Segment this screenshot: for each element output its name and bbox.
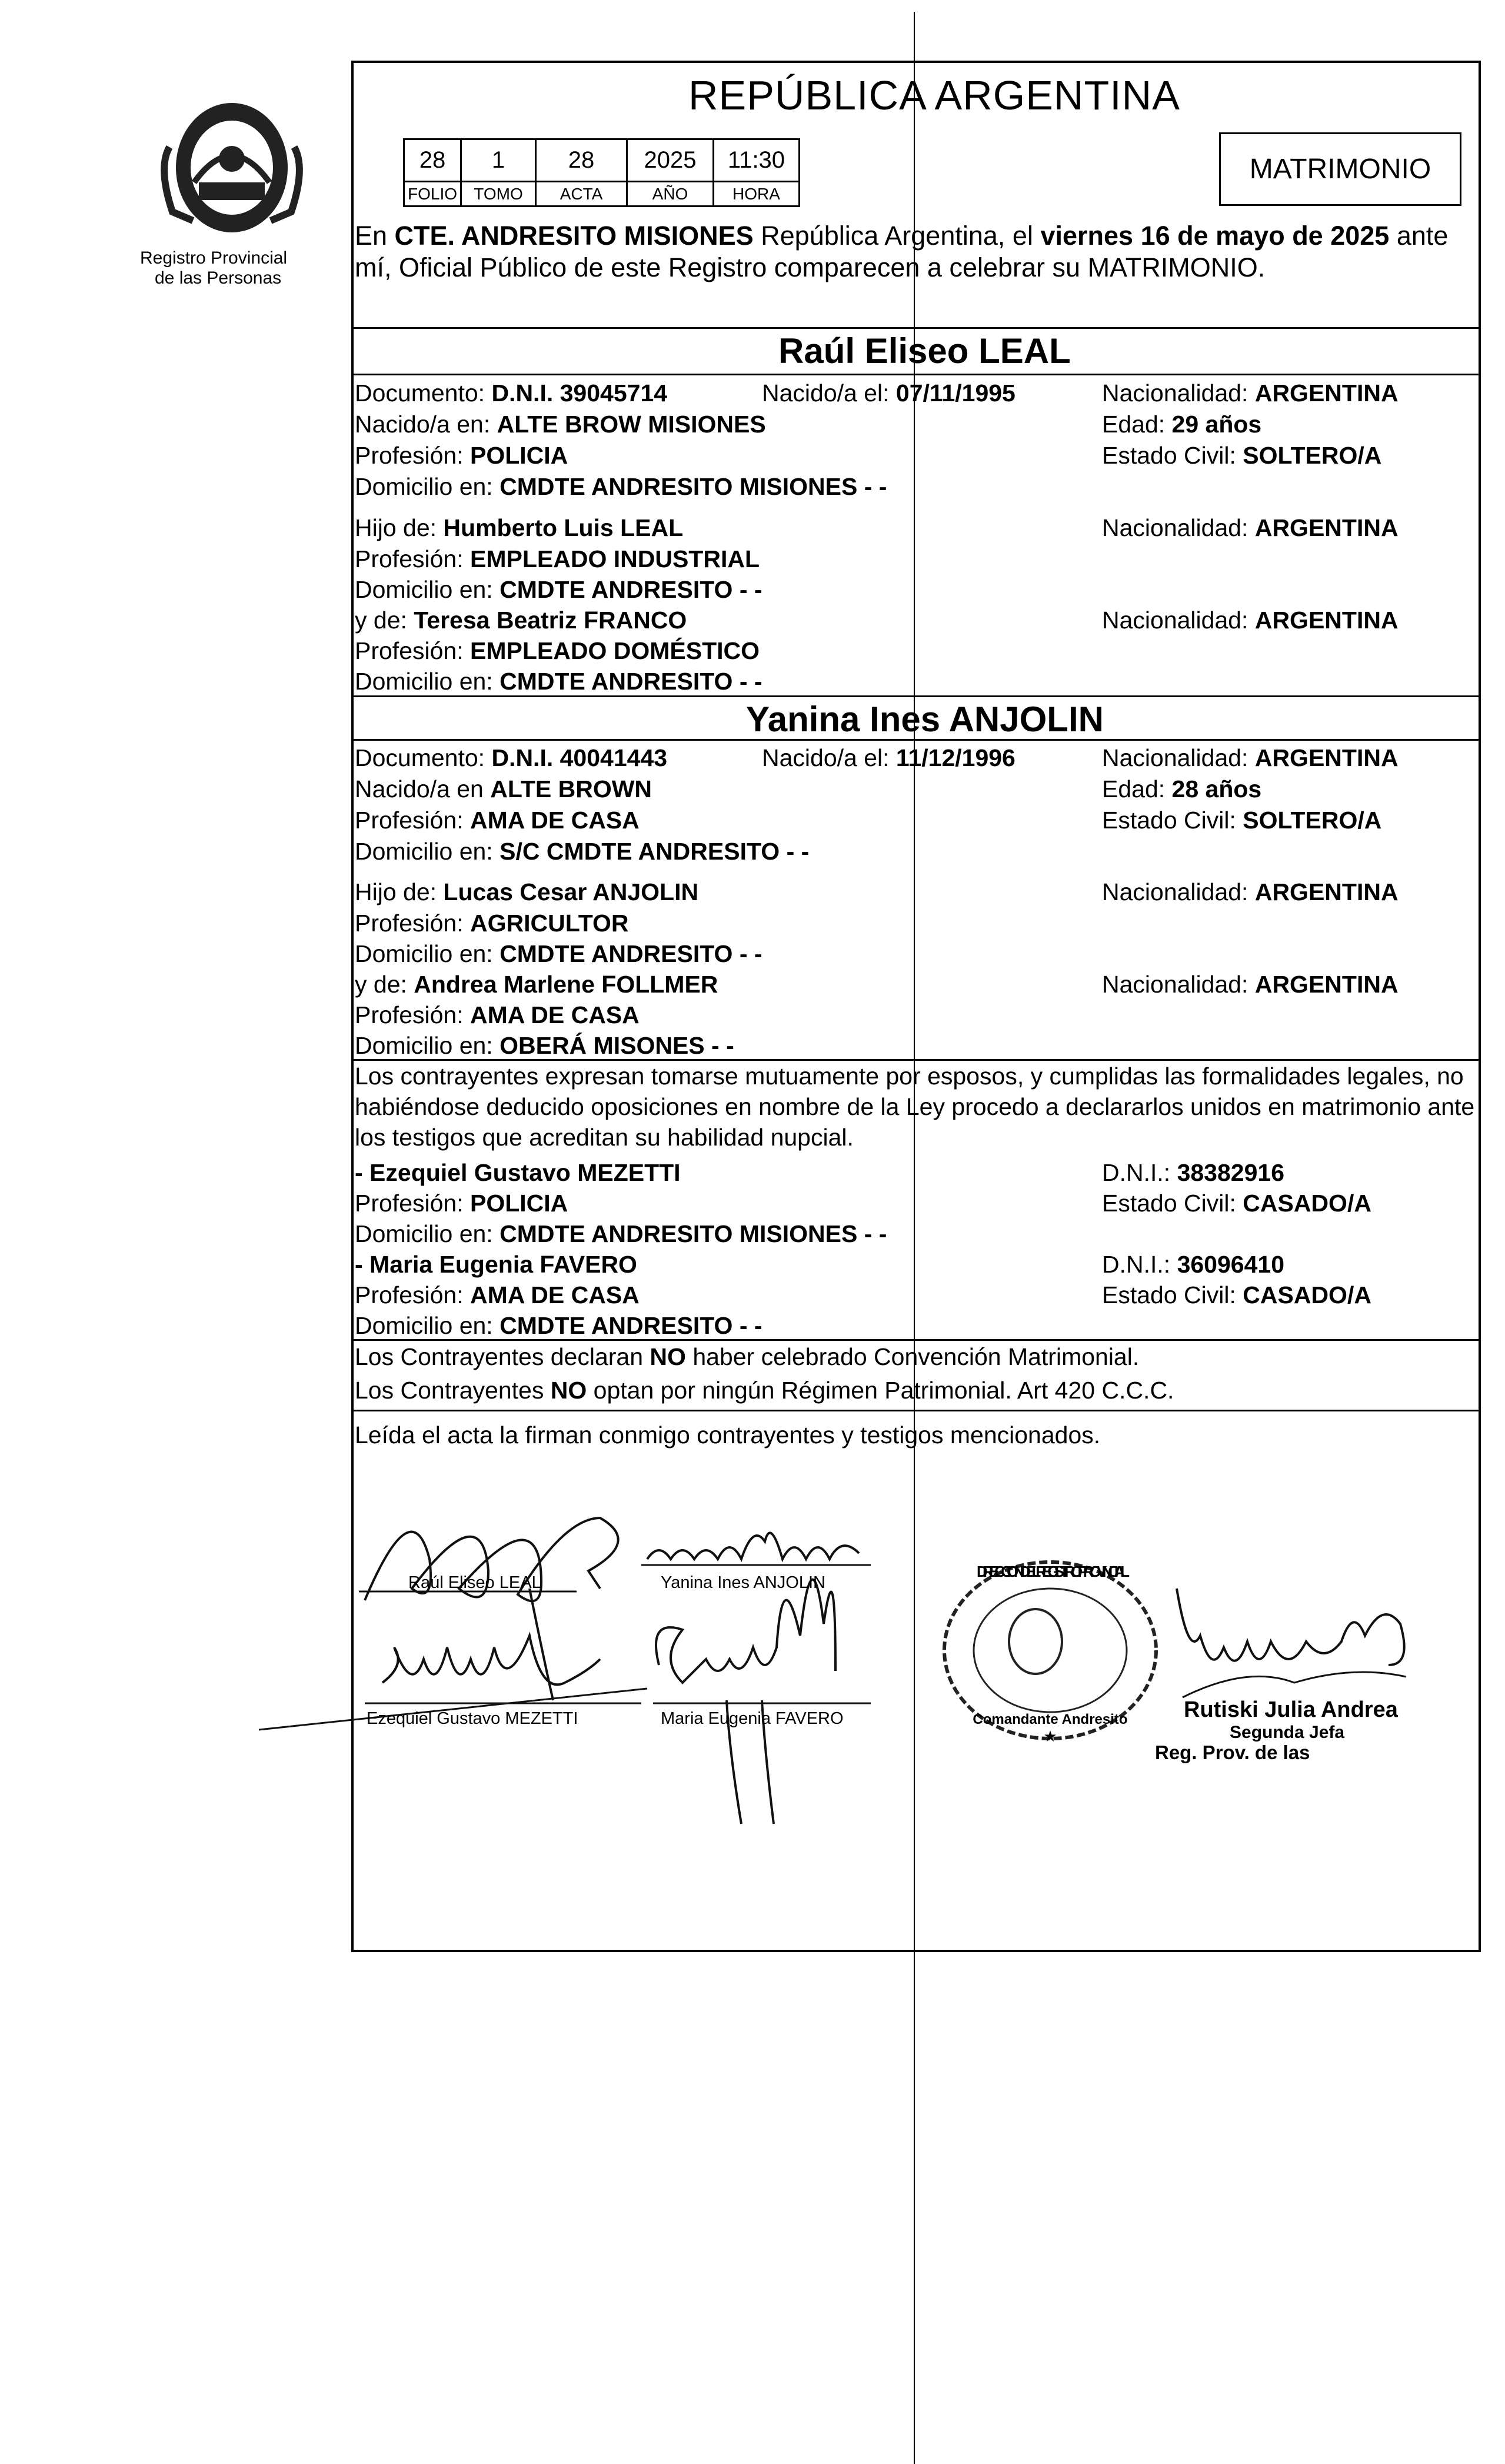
- spouse2-mother-nationality: Nacionalidad: ARGENTINA: [1102, 971, 1399, 998]
- declaration-line2: habiéndose deducido oposiciones en nombre de la Ley procedo a declararlos unidos en matrimonio ante: [355, 1093, 1475, 1120]
- folio-label: FOLIO: [403, 181, 462, 207]
- spouse1-name: Raúl Eliseo LEAL: [778, 331, 1071, 371]
- spouse2-father-domicile: Domicilio en: CMDTE ANDRESITO - -: [355, 940, 763, 967]
- declaration-line3: los testigos que acreditan su habilidad nupcial.: [355, 1124, 854, 1151]
- spouse1-father-domicile: Domicilio en: CMDTE ANDRESITO - -: [355, 576, 763, 603]
- spouse1-birthplace: Nacido/a en: ALTE BROW MISIONES: [355, 411, 766, 438]
- anio-value: 2025: [626, 138, 714, 182]
- spouse2-civil-status: Estado Civil: SOLTERO/A: [1102, 807, 1382, 834]
- divider: [351, 1059, 1481, 1061]
- acta-label: ACTA: [535, 181, 628, 207]
- spouse1-nationality: Nacionalidad: ARGENTINA: [1102, 379, 1399, 407]
- spouse1-father: Hijo de: Humberto Luis LEAL: [355, 514, 684, 541]
- closing-line: Leída el acta la firman conmigo contrayentes y testigos mencionados.: [355, 1421, 1101, 1449]
- spouse1-mother-nationality: Nacionalidad: ARGENTINA: [1102, 607, 1399, 634]
- spouse2-domicile: Domicilio en: S/C CMDTE ANDRESITO - -: [355, 838, 810, 865]
- acta-value: 28: [535, 138, 628, 182]
- divider: [351, 1410, 1481, 1411]
- spouse2-profession: Profesión: AMA DE CASA: [355, 807, 640, 834]
- witness2-profession: Profesión: AMA DE CASA: [355, 1281, 640, 1308]
- divider: [351, 695, 1481, 697]
- spouse1-father-profession: Profesión: EMPLEADO INDUSTRIAL: [355, 545, 760, 572]
- svg-text:DIRECCION DEL REGISTRO PROVINC: DIRECCION DEL REGISTRO PROVINCIAL: [977, 1563, 1130, 1580]
- signatures-scribbles: [235, 1471, 1471, 1912]
- spouse2-father: Hijo de: Lucas Cesar ANJOLIN: [355, 878, 699, 905]
- spouse2-mother: y de: Andrea Marlene FOLLMER: [355, 971, 718, 998]
- intro-suffix: ante: [1389, 221, 1449, 251]
- witness1-civil-status: Estado Civil: CASADO/A: [1102, 1190, 1371, 1217]
- tomo-value: 1: [460, 138, 537, 182]
- officer-dept: Reg. Prov. de las: [1155, 1742, 1310, 1763]
- spouse1-domicile: Domicilio en: CMDTE ANDRESITO MISIONES - -: [355, 473, 887, 500]
- spouse1-profession: Profesión: POLICIA: [355, 442, 568, 469]
- witness2-domicile: Domicilio en: CMDTE ANDRESITO - -: [355, 1312, 763, 1339]
- spouse1-doc: Documento: D.N.I. 39045714: [355, 379, 668, 407]
- registry-line2: de las Personas: [155, 268, 282, 288]
- spouse1-birthdate: Nacido/a el: 07/11/1995: [762, 379, 1015, 407]
- officer-name: Rutiski Julia Andrea: [1184, 1697, 1398, 1722]
- intro-mid: República Argentina, el: [753, 221, 1041, 251]
- witness2-civil-status: Estado Civil: CASADO/A: [1102, 1281, 1371, 1308]
- spouse1-age: Edad: 29 años: [1102, 411, 1262, 438]
- witness1-dni: D.N.I.: 38382916: [1102, 1159, 1284, 1186]
- spouse1-civil-status: Estado Civil: SOLTERO/A: [1102, 442, 1382, 469]
- intro-prefix: En: [355, 221, 395, 251]
- spouse2-name: Yanina Ines ANJOLIN: [746, 700, 1104, 739]
- act-type-box: MATRIMONIO: [1219, 132, 1461, 206]
- witness1-signature-label: Ezequiel Gustavo MEZETTI: [367, 1709, 578, 1728]
- tomo-label: TOMO: [460, 181, 537, 207]
- spouse2-birthplace: Nacido/a en ALTE BROWN: [355, 775, 652, 803]
- hora-value: 11:30: [712, 138, 800, 182]
- divider: [351, 374, 1481, 375]
- intro-line1: [355, 222, 1448, 249]
- intro-date: viernes 16 de mayo de 2025: [1040, 221, 1390, 251]
- anio-label: AÑO: [626, 181, 714, 207]
- spouse1-father-nationality: Nacionalidad: ARGENTINA: [1102, 514, 1399, 541]
- spouse2-father-profession: Profesión: AGRICULTOR: [355, 910, 629, 937]
- divider: [351, 327, 1481, 329]
- witness2-name: - Maria Eugenia FAVERO: [355, 1251, 637, 1278]
- spouse1-mother: y de: Teresa Beatriz FRANCO: [355, 607, 687, 634]
- country-title: REPÚBLICA ARGENTINA: [688, 72, 1180, 118]
- spouse1-signature-label: Raúl Eliseo LEAL: [408, 1573, 541, 1592]
- officer-title: Segunda Jefa: [1230, 1723, 1345, 1742]
- witness2-signature-label: Maria Eugenia FAVERO: [661, 1709, 844, 1728]
- witness2-dni: D.N.I.: 36096410: [1102, 1251, 1284, 1278]
- spouse1-mother-profession: Profesión: EMPLEADO DOMÉSTICO: [355, 637, 760, 664]
- spouse2-father-nationality: Nacionalidad: ARGENTINA: [1102, 878, 1399, 905]
- intro-place: CTE. ANDRESITO MISIONES: [394, 221, 754, 251]
- witness1-domicile: Domicilio en: CMDTE ANDRESITO MISIONES - -: [355, 1220, 887, 1247]
- spouse2-mother-profession: Profesión: AMA DE CASA: [355, 1001, 640, 1028]
- divider: [351, 1339, 1481, 1341]
- spouse1-mother-domicile: Domicilio en: CMDTE ANDRESITO - -: [355, 668, 763, 695]
- declaration-line1: Los contrayentes expresan tomarse mutuamente por esposos, y cumplidas las formalidades legales, no: [355, 1063, 1464, 1090]
- registry-line1: Registro Provincial: [140, 248, 288, 268]
- divider: [351, 739, 1481, 741]
- svg-text:Comandante Andresito: Comandante Andresito: [973, 1712, 1128, 1727]
- witness1-profession: Profesión: POLICIA: [355, 1190, 568, 1217]
- spouse2-mother-domicile: Domicilio en: OBERÁ MISONES - -: [355, 1032, 734, 1059]
- province-seal: [158, 94, 306, 241]
- folio-value: 28: [403, 138, 462, 182]
- official-stamp: [935, 1553, 1165, 1747]
- hora-label: HORA: [712, 181, 800, 207]
- intro-line2: mí, Oficial Público de este Registro comparecen a celebrar su MATRIMONIO.: [355, 252, 1266, 282]
- spouse2-age: Edad: 28 años: [1102, 775, 1262, 803]
- convention-line2: Los Contrayentes NO optan por ningún Régimen Patrimonial. Art 420 C.C.C.: [355, 1377, 1174, 1404]
- spouse2-doc: Documento: D.N.I. 40041443: [355, 744, 668, 771]
- svg-text:★: ★: [1043, 1728, 1057, 1746]
- convention-line1: Los Contrayentes declaran NO haber celebrado Convención Matrimonial.: [355, 1343, 1140, 1370]
- spouse2-signature-label: Yanina Ines ANJOLIN: [661, 1573, 825, 1592]
- spouse2-nationality: Nacionalidad: ARGENTINA: [1102, 744, 1399, 771]
- spouse2-birthdate: Nacido/a el: 11/12/1996: [762, 744, 1015, 771]
- witness1-name: - Ezequiel Gustavo MEZETTI: [355, 1159, 681, 1186]
